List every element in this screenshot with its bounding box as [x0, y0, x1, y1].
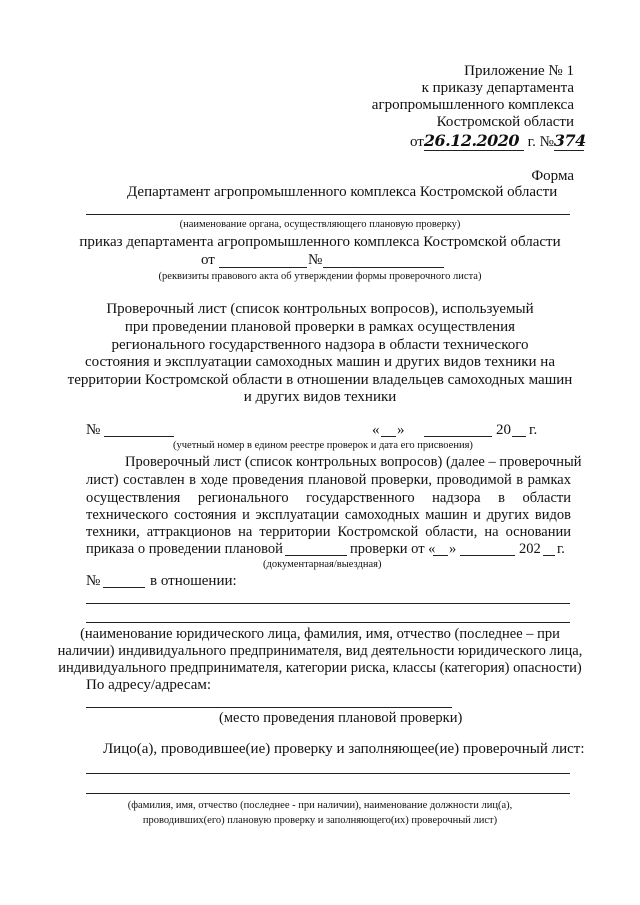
- address-line: [86, 707, 452, 708]
- body-last-part3: »: [449, 541, 457, 557]
- order-date-line: [219, 267, 307, 268]
- order-no-label: №: [308, 252, 323, 268]
- caption-type: (документарная/выездная): [263, 559, 382, 570]
- caption-authority: (наименование органа, осуществляющего плановую проверку): [179, 219, 461, 230]
- inspection-month-line: [460, 555, 515, 556]
- inspectors-caption-2: проводивших(его) плановую проверку и заполняющего(их) проверочный лист): [142, 815, 498, 826]
- regarding-no-line: [103, 587, 145, 588]
- order-line: приказ департамента агропромышленного комплекса Костромской области: [79, 234, 561, 250]
- reg-date-close: »: [397, 422, 405, 438]
- body-line-4: технического состояния и эксплуатации самоходных машин и других видов: [86, 507, 571, 523]
- body-line-5: техники, аттракционов на территории Костромской области, на основании: [86, 524, 571, 540]
- order-number-line: [323, 267, 444, 268]
- entity-caption-3: индивидуального предпринимателя, категории риска, классы (категория) опасности): [58, 660, 582, 676]
- appendix-number-handwritten: 374: [553, 131, 586, 150]
- title-line-5: территории Костромской области в отношении владельцев самоходных машин: [67, 372, 573, 388]
- entity-caption-1: (наименование юридического лица, фамилия, имя, отчество (последнее – при: [80, 626, 560, 642]
- body-line-2: лист) составлен в ходе проведения плановой проверки, проводимой в рамках: [86, 472, 571, 488]
- inspectors-caption-1: (фамилия, имя, отчество (последнее - при наличии), наименование должности лиц(а),: [127, 800, 513, 811]
- caption-place: (место проведения плановой проверки): [219, 710, 463, 726]
- title-line-6: и других видов техники: [243, 389, 397, 405]
- reg-no-label: №: [86, 422, 101, 438]
- entity-line-1: [86, 603, 570, 604]
- reg-year: 20: [496, 422, 511, 438]
- regarding-no-label: №: [86, 573, 101, 589]
- body-line-3: осуществления регионального государственного надзора в области: [86, 490, 571, 506]
- caption-reg: (учетный номер в едином реестре проверок и дата его присвоения): [173, 440, 473, 451]
- entity-caption-2: наличии) индивидуального предпринимателя, вид деятельности юридического лица,: [57, 643, 583, 659]
- order-from-label: от: [201, 252, 215, 268]
- body-line-1: Проверочный лист (список контрольных вопросов) (далее – проверочный: [125, 454, 582, 470]
- reg-month-line: [424, 436, 492, 437]
- inspectors-line-2: [86, 793, 570, 794]
- title-line-3: регионального государственного надзора в области технического: [111, 337, 529, 353]
- entity-line-2: [86, 622, 570, 623]
- inspectors-label: Лицо(а), проводившее(ие) проверку и заполняющее(ие) проверочный лист:: [103, 741, 585, 757]
- title-line-1: Проверочный лист (список контрольных вопросов), используемый: [106, 301, 534, 317]
- appendix-date-handwritten: 26.12.2020: [424, 131, 524, 151]
- inspection-year-line: [543, 555, 555, 556]
- regarding-label: в отношении:: [150, 573, 237, 589]
- body-last-part1: приказа о проведении плановой: [86, 541, 283, 557]
- appendix-date-prefix: от: [410, 134, 424, 150]
- address-label: По адресу/адресам:: [86, 677, 212, 693]
- body-last-part2: проверки от «: [350, 541, 436, 557]
- appendix-date-row: [410, 131, 584, 151]
- title-line-2: при проведении плановой проверки в рамках осуществления: [124, 319, 516, 335]
- department-name: Департамент агропромышленного комплекса Костромской области: [127, 184, 558, 200]
- reg-year-line: [512, 436, 526, 437]
- inspection-type-line: [285, 555, 347, 556]
- reg-date-open: «: [372, 422, 380, 438]
- title-line-4: состояния и эксплуатации самоходных машин и других видов техники на: [84, 354, 555, 370]
- appendix-region: Костромской области: [436, 114, 574, 130]
- body-last-part5: г.: [557, 541, 565, 557]
- appendix-number-prefix: г. №: [527, 134, 554, 150]
- appendix-order-ref: к приказу департамента: [421, 80, 574, 96]
- appendix-number: Приложение № 1: [464, 63, 574, 79]
- reg-year-suffix: г.: [529, 422, 538, 438]
- form-label: Форма: [531, 168, 574, 184]
- reg-day-line: [381, 436, 396, 437]
- inspection-day-line: [433, 555, 448, 556]
- caption-order: (реквизиты правового акта об утверждении формы проверочного листа): [158, 271, 482, 282]
- inspectors-line-1: [86, 773, 570, 774]
- reg-no-line: [104, 436, 174, 437]
- authority-line: [86, 214, 570, 215]
- appendix-department: агропромышленного комплекса: [371, 97, 574, 113]
- body-last-part4: 202: [519, 541, 541, 557]
